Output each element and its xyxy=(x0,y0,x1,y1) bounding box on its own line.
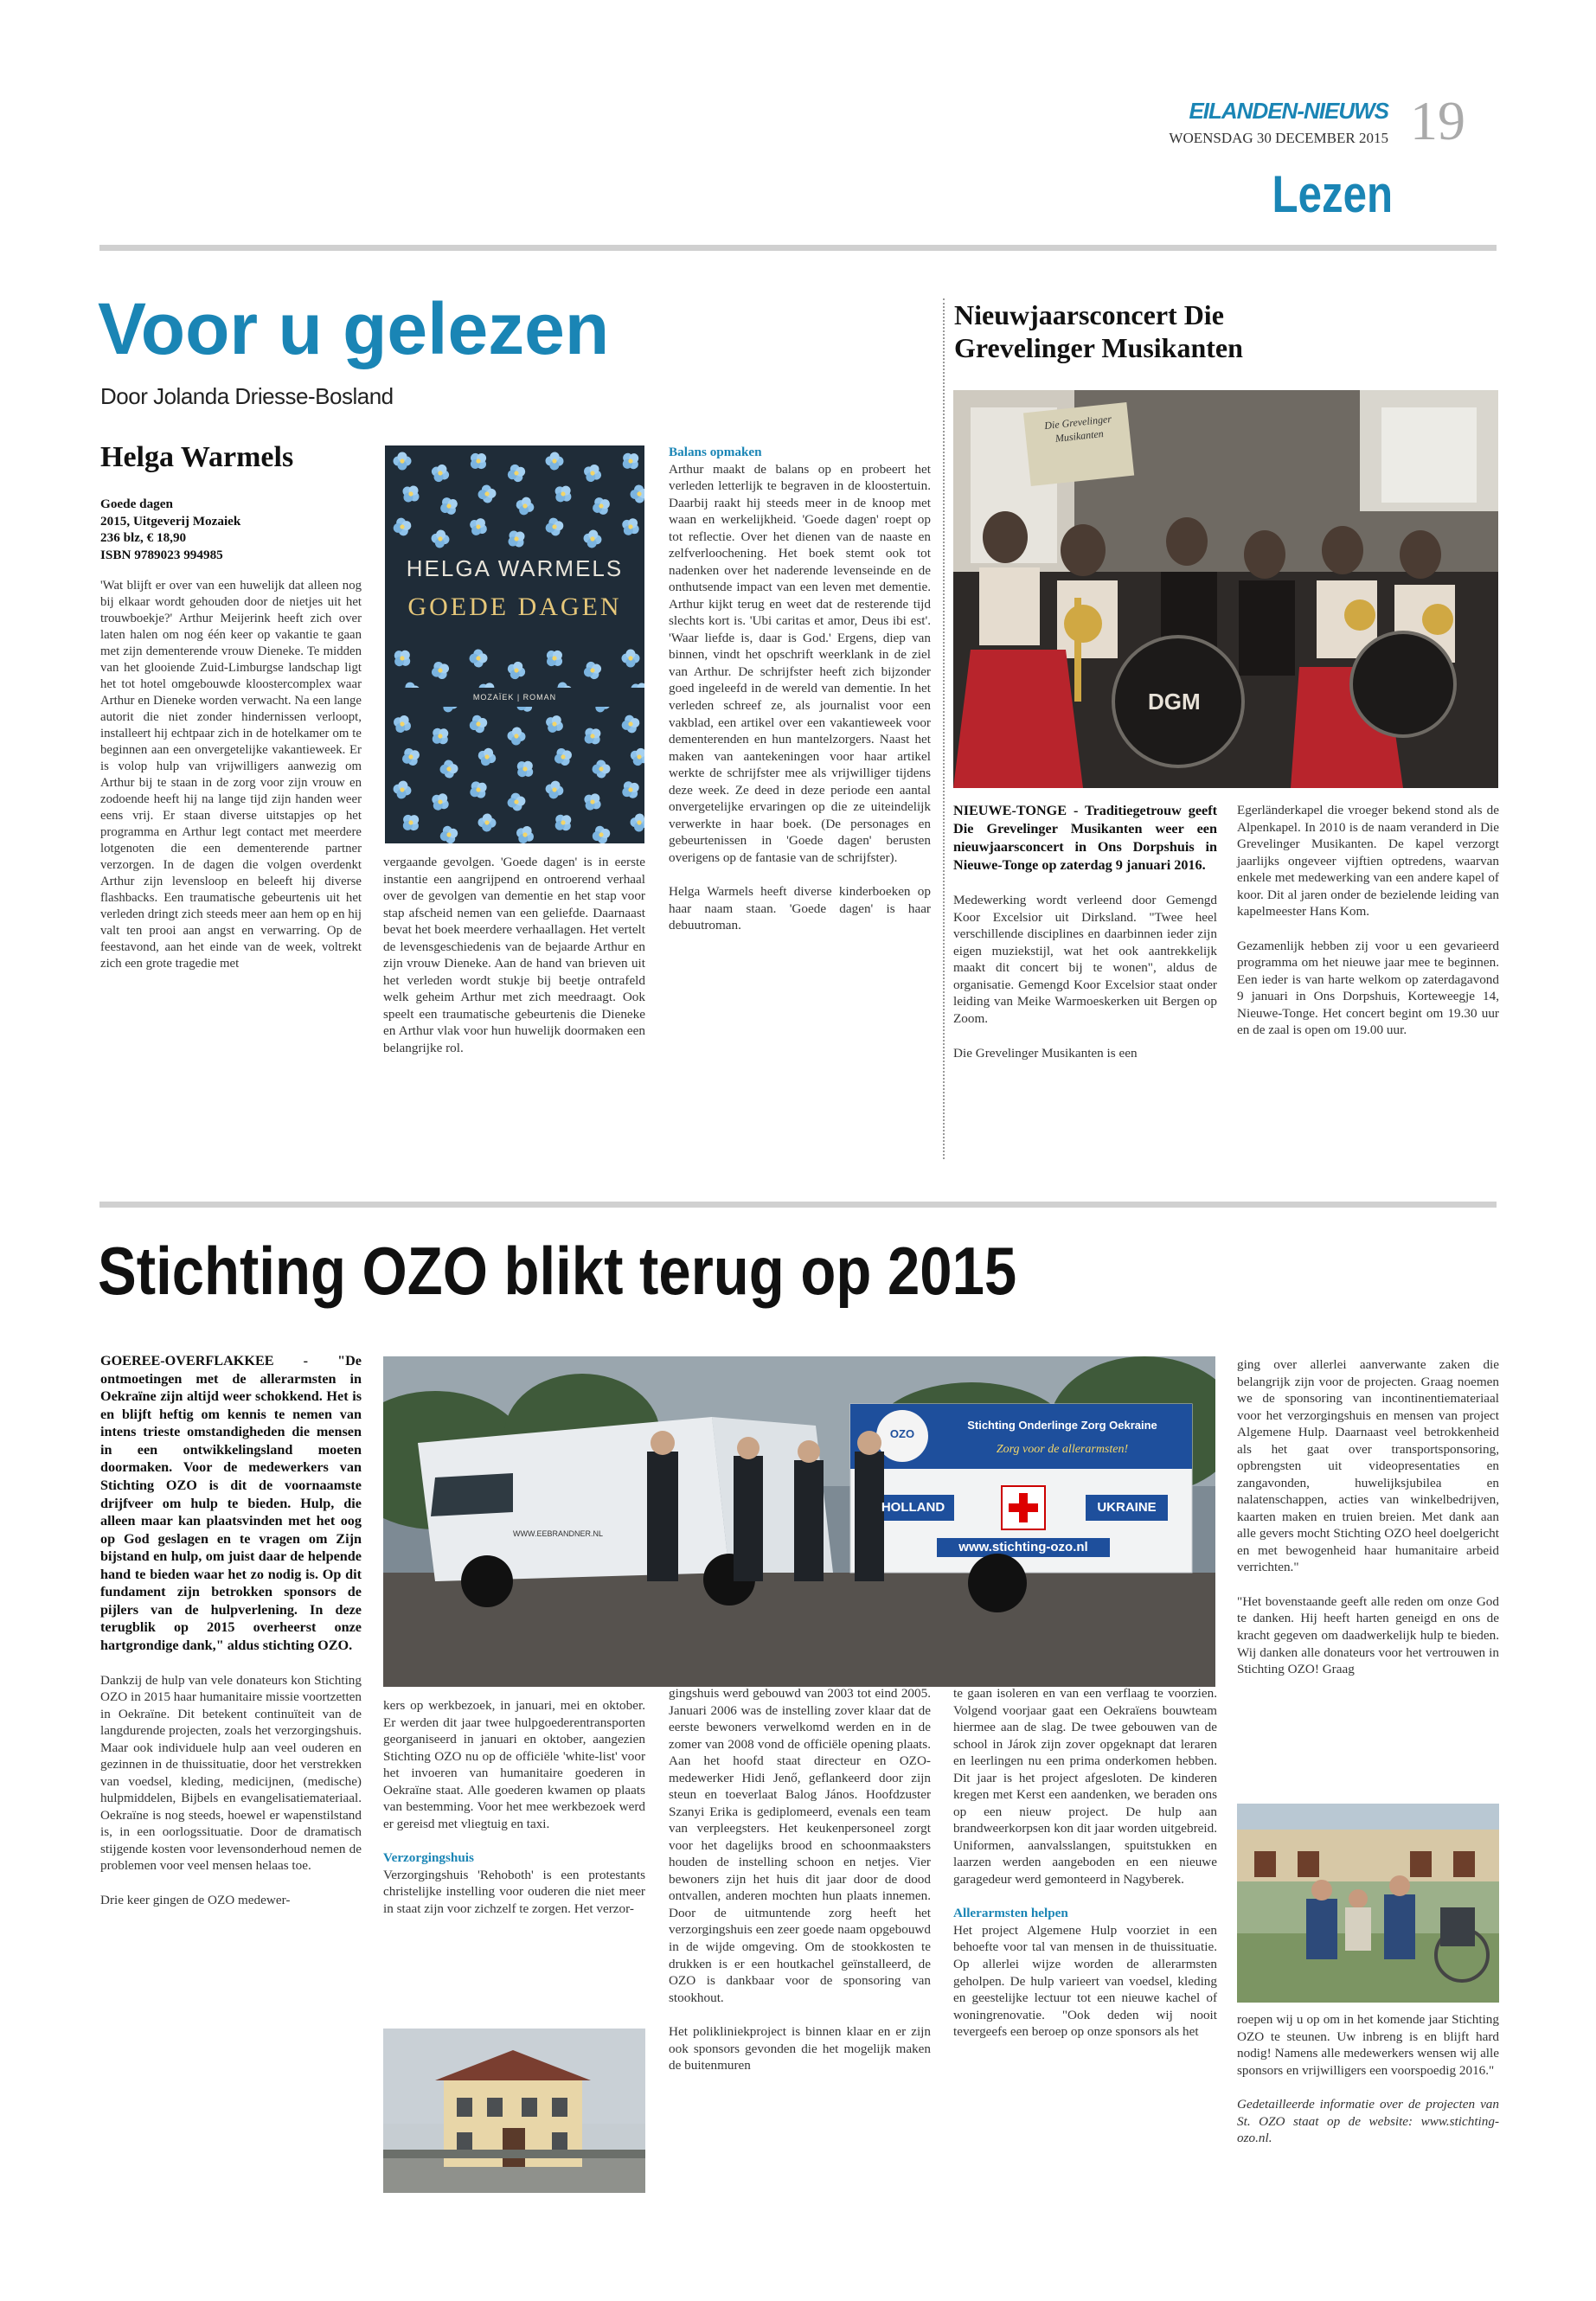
drum-label: DGM xyxy=(1148,689,1201,715)
concert-text-1b: Die Grevelinger Musikanten is een xyxy=(953,1045,1138,1061)
ozo-col4 xyxy=(953,1685,1217,2041)
concert-text-2: Egerländerkapel die vroeger bekend stond als de Alpenkapel. In 2010 is de naam veranderd in Die Grevelinger Musikanten. De kapel verzorgt jaarlijks ongeveer vijftien optredens, waarvan enkele met medewerking van een andere kapel of koor. Dit al jaren onder de bezielende leiding van kapelmeester Hans Kom. xyxy=(1237,803,1499,920)
flower-icon xyxy=(551,745,575,769)
ozo-text-4b: Het project Algemene Hulp voorziet in een behoefte voor tal van mensen in de thuissituatie. Op allerlei wijze worden de allerarmsten geholpen. De hulp varieert van voedsel, kleding en geestelijke lectuur tot een nieuwe kachel of woningrenovatie. "Ook deden wij nooit tevergeefs een beroep op onze sponsors als het xyxy=(953,1922,1217,2040)
book-text-2: vergaande gevolgen. 'Goede dagen' is in eerste instantie een aangrijpend en ontroerend verhaal over de gevolgen van dementie en het stap voor stap afscheid nemen van een geliefde. Daarnaast bevat het boek meerdere verhaallagen. Het vertelt de levensgeschiedenis van de bejaarde Arthur en zijn vrouw Dieneke. Aan de hand van brieven uit het verleden wordt stukje bij beetje ontrafeld welk geheim Arthur met zich meedraagt. Ook speelt een traumatische gebeurtenis die Dieneke en Arthur vlak voor hun huwelijk doormaken een belangrijke rol. xyxy=(383,855,645,1055)
flower-icon xyxy=(582,529,603,549)
ozo-text-2: kers op werkbezoek, in januari, mei en oktober. Er werden dit jaar twee hulpgoederentransporten georganiseerd in januari en oktober, aangezien Stichting OZO nu op de officiële 'white-list' voor het invoeren van humanitaire goederen in Oekraïne staat. Alle goederen kwamen op plaats van bestemming. Voor het mee werkbezoek werd er gereisd met vliegtuig en taxi. xyxy=(383,1698,645,1831)
flower-icon xyxy=(465,777,490,802)
ozo-text-1b: Drie keer gingen de OZO medewer- xyxy=(100,1892,291,1907)
flower-icon xyxy=(590,824,612,843)
flower-icon xyxy=(428,461,452,485)
flower-icon xyxy=(627,745,644,768)
flower-icon xyxy=(438,824,461,843)
ozo-sub-verzorgingshuis: Verzorgingshuis xyxy=(383,1850,474,1866)
ozo-sub-allerarmsten: Allerarmsten helpen xyxy=(953,1906,1068,1921)
flower-icon xyxy=(543,516,565,537)
flower-icon xyxy=(513,823,537,843)
van-holland: HOLLAND xyxy=(881,1500,945,1515)
flower-icon xyxy=(630,484,644,504)
flower-icon xyxy=(550,810,576,836)
van-url: www.stichting-ozo.nl xyxy=(958,1540,1088,1554)
flower-icon xyxy=(630,813,644,833)
flower-icon xyxy=(466,515,491,540)
van-slogan: Zorg voor de allerarmsten! xyxy=(996,1443,1129,1456)
house-scene xyxy=(383,2029,645,2193)
flower-icon xyxy=(503,526,529,551)
flower-icon xyxy=(619,515,644,540)
elderly-scene xyxy=(1237,1804,1499,2003)
van-logo: OZO xyxy=(889,1427,915,1440)
house-photo xyxy=(383,2029,645,2193)
book-text-3b: Helga Warmels heeft diverse kinderboeken op haar naam staan. 'Goede dagen' is haar debuutroman. xyxy=(669,884,931,933)
bus-url: WWW.EEBRANDNER.NL xyxy=(513,1529,604,1538)
ozo-text-2b: Verzorgingshuis 'Rehoboth' is een protestants christelijke instelling voor ouderen die niet meer in staat zijn voor zichzelf te zorgen. Het verzor- xyxy=(383,1867,645,1916)
concert-text-1: Medewerking wordt verleend door Gemengd Koor Excelsior uit Dirksland. "Twee heel verschillende disciplines en daarbinnen ieder zijn eigen muziekstijl, wat het ook aantrekkelijk maakt dit concert bij te wonen", aldus de organisatie. Gemengd Koor Excelsior staat onder leiding van Meike Warmoeskerken uit Bergen op Zoom. xyxy=(953,893,1217,1026)
ozo-text-3: gingshuis werd gebouwd van 2003 tot eind 2005. Januari 2006 was de instelling zover klaar dat de eerste bewoners verwelkomd werden en in de zomer van 2008 vond de officiële opening plaats. Aan het hoofd staat directeur en OZO-medewerker Hidi Jenő, geflankeerd door zijn steun en toeverlaat Balog János. Hoofdzuster Szanyi Erika is gediplomeerd, evenals een team van verpleegsters. Het keukenpersoneel zorgt voor het dagelijks brood en schoonmaaksters houden de instelling schoon en netjes. Vier bewoners zijn het huis dit jaar door de dood ontvallen, anderen mochten hun plaats innemen. Door de uitmuntende zorg heeft het verzorgingshuis een zeer goede naam opgebouwd in de wijde omgeving. Om de stookkosten te drukken is er een houtkachel geïnstalleerd, de OZO is dankbaar voor de sponsoring van stookhout. xyxy=(669,1686,931,2005)
flower-icon xyxy=(437,494,462,519)
book-byline: Door Jolanda Driesse-Bosland xyxy=(100,383,394,409)
flower-icon xyxy=(428,658,452,683)
flower-icon xyxy=(580,723,606,749)
flower-icon xyxy=(476,746,499,769)
flower-icon xyxy=(504,461,528,484)
book-pages: 236 blz, € 18,90 xyxy=(100,530,187,546)
flower-icon xyxy=(580,789,605,814)
ozo-col2 xyxy=(383,1697,645,1917)
ozo-text-5c: roepen wij u op om in het komende jaar Stichting OZO te steunen. Uw inbreng is en blijft hard nodig! Namens alle medewerkers wensen wij alle sponsors en vrijwilligers een voorspoedig 2016." xyxy=(1237,2012,1499,2078)
flower-icon xyxy=(427,789,452,814)
column-divider xyxy=(943,298,945,1159)
book-isbn: ISBN 9789023 994985 xyxy=(100,547,223,562)
van-photo xyxy=(383,1356,1215,1687)
flower-icon xyxy=(512,756,538,782)
book-author: Helga Warmels xyxy=(100,441,294,473)
ozo-text-4: te gaan isoleren en van een verflaag te voorzien. Volgend voorjaar gaat een Oekraïens bouwteam hiermee aan de slag. De twee gebouwen van de school in Járok zijn zover opgeknapt dat leraren en leerlingen nu een prima onderkomen hebben. Dit jaar is het project afgesloten. De kinderen kregen met Kerst een aandenken, we beraden ons op een nieuw project. De hulp aan brandweerkorpsen kon dit jaar worden uitgebreid. Uniformen, aanvalsslangen, spuitstukken en laarzen werden aangeboden en een nieuwe garagedeur werd gemonteerd in Nagyberek. xyxy=(953,1686,1217,1887)
book-col2 xyxy=(383,854,645,1056)
elderly-photo xyxy=(1237,1804,1499,2003)
flower-icon xyxy=(542,712,567,736)
flower-icon xyxy=(542,645,567,671)
flower-icon xyxy=(478,813,497,832)
flower-icon xyxy=(507,727,527,747)
flower-icon xyxy=(469,649,488,668)
masthead-paper: EILANDEN-NIEUWS xyxy=(1189,98,1388,124)
ozo-lead-text: "De ontmoetingen met de allerarmsten in Oekraïne zijn altijd weer schokkend. Het is en blijft heftig om kennis te nemen van intens trieste omstandigheden die mensen in een ontwikkelingsland moeten doormaken. Voor de medewerkers van Stichting OZO is dit de voornaamste drijfveer om hulp te bieden. Hulp, die alleen maar kan plaatsvinden met het oog op God geslagen en te vragen om Zijn bijstand en hulp, om juist daar de helpende hand te bieden waar het zo nodig is. Op dit fundament zijn betrokken sponsors de pijlers van de hulpverlening. In deze terugblik op 2015 overheerst onze hartgrondige dank," aldus stichting OZO. xyxy=(100,1353,362,1653)
flower-icon xyxy=(398,481,423,506)
ozo-lead xyxy=(100,1352,362,1655)
flower-icon xyxy=(580,461,605,485)
flower-icon xyxy=(394,452,412,471)
ozo-text-3b: Het polikliniekproject is binnen klaar en er zijn ook sponsors gevonden die het mogelijk maken de buitenmuren xyxy=(669,2024,931,2073)
flower-icon xyxy=(589,494,613,518)
ozo-text-5b: "Het bovenstaande geeft alle reden om onze God te danken. Hij heeft harten geneigd en ons de kracht gegeven om daadwerkelijk hulp te bieden. Wij danken alle donateurs voor het vertrouwen in Stichting OZO! Graag xyxy=(1237,1593,1499,1677)
flower-icon xyxy=(390,712,414,736)
cover-publisher: MOZAÏEK | ROMAN xyxy=(385,688,644,707)
book-pub: 2015, Uitgeverij Mozaiek xyxy=(100,513,241,529)
top-rule xyxy=(99,245,1497,251)
flower-icon xyxy=(550,481,576,507)
ozo-col3 xyxy=(669,1685,931,2074)
van-banner: Stichting Onderlinge Zorg Oekraine xyxy=(967,1419,1157,1432)
concert-col1 xyxy=(953,802,1217,1061)
flower-icon xyxy=(427,723,453,749)
cover-author: HELGA WARMELS xyxy=(406,555,624,581)
van-scene xyxy=(383,1356,1215,1687)
flower-icon xyxy=(544,779,566,801)
concert-text-2b: Gezamenlijk hebben zij voor u een gevarieerd programma om het nieuwe jaar mee te beginnen. Een ieder is van harte welkom op zaterdagavond 9 januari in Ons Dorpshuis, Korteweegje 14, Nieuwe-Tonge. Het concert begint om 19.30 uur en de zaal is open om 19.00 uur. xyxy=(1237,938,1499,1038)
flower-icon xyxy=(580,658,605,683)
book-subheading: Balans opmaken xyxy=(669,445,762,459)
flower-icon xyxy=(430,529,450,548)
section-title: Lezen xyxy=(1272,165,1393,223)
flower-icon xyxy=(467,713,490,735)
flower-icon xyxy=(619,778,644,803)
book-title: Goede dagen xyxy=(100,497,173,512)
flower-icon xyxy=(504,658,528,682)
flower-icon xyxy=(477,484,497,503)
flower-icon xyxy=(619,713,642,735)
concert-lead xyxy=(953,802,1217,875)
van-ukraine: UKRAINE xyxy=(1097,1500,1157,1515)
book-text-1: 'Wat blijft er over van een huwelijk dat alleen nog bij elkaar wordt gehouden door de nietjes uit het trouwboekje?' Arthur Meijerink heeft zich over laten halen om nog één keer op vakantie te gaan met zijn dementerende vrouw Dieneke. Te midden van het glooiende Zuid-Limburgse landschap ligt het tot hotel omgebouwde kloostercomplex waar Arthur en Dieneke worden verwacht. Na een lange autorit die niet zonder hindernissen verloopt, installeert hij echtpaar zich in de hotelkamer om te beginnen aan een onvergetelijke vakantieweek. Er is volop hulp van vrijwilligers aanwezig om Arthur bij te staan in de zorg voor zijn vrouw en zodoende heeft hij na lange tijd zijn handen weer eens vrij. Er staan diverse uitstapjes op het programma en Arthur legt contact met meerdere lotgenoten die een dementerende partner verzorgen. In de dagen die volgen overdenkt Arthur zijn levensloop en beleeft hij diverse flashbacks. Een traumatische gebeurtenis uit het verleden dringt zich steeds meer aan hem op en hij valt ten prooi aan angst en verwarring. Op de feestavond, aan het einde van de week, voltrekt zich een grote tragedie met xyxy=(100,578,362,971)
concert-headline: Nieuwjaarsconcert Die Grevelinger Musikanten xyxy=(954,299,1243,364)
ozo-headline: Stichting OZO blikt terug op 2015 xyxy=(98,1233,1017,1309)
band-scene xyxy=(953,390,1498,788)
ozo-text-5d: Gedetailleerde informatie over de projecten van St. OZO staat op de website: www.stichting-ozo.nl. xyxy=(1237,2097,1499,2146)
flower-icon xyxy=(545,452,564,471)
flower-icon xyxy=(439,760,458,779)
ozo-text-1: Dankzij de hulp van vele donateurs kon Stichting OZO in 2015 haar humanitaire missie voortzetten in Oekraïne. Dit betekent continuïteit van de langdurende projecten, zoals het verzorgingshuis. Maar ook individuele hulp aan veel ouderen en gezinnen in de thuissituatie, door het verstrekken van voedsel, kleding, medicijnen, (medische) hulpmiddelen, Bijbels en evangelisatiemateriaal. Oekraïne is nog steeds, hoewel er wapenstilstand is, in een oorlogssituatie. Door de dramatisch stijgende kosten voor levensonderhoud nemen de problemen voor veel mensen helaas toe. xyxy=(100,1672,362,1874)
flower-icon xyxy=(514,495,536,517)
flower-icon xyxy=(592,760,611,779)
concert-lead-place: NIEUWE-TONGE - xyxy=(953,803,1079,818)
flower-icon xyxy=(389,645,415,671)
ozo-text-5: ging over allerlei aanverwante zaken die belangrijk zijn voor de projecten. Graag noemen we de sponsoring van incontinentiemateriaal voor het verzorgingshuis en mensen van project Algemene Hulp. Daarnaast veel betrokkenheid als het gaat over transportsponsoring, opbrengsten uit videopresentaties en zangavonden, huwelijksjubilea en nalatenschappen, acties van winkelbedrijven, kaarten maken en truien breien. Met dank aan alle gevers mocht Stichting OZO heel doelgericht en met bewogenheid haar humanitaire arbeid verrichten." xyxy=(1237,1357,1499,1575)
flower-icon xyxy=(391,516,413,538)
flower-icon xyxy=(622,650,640,668)
ozo-lead-place: GOEREE-OVERFLAKKEE - xyxy=(100,1353,309,1368)
flower-icon xyxy=(399,745,423,769)
ozo-col5-bottom xyxy=(1237,2011,1499,2147)
concert-col2 xyxy=(1237,802,1499,1039)
masthead-date: WOENSDAG 30 DECEMBER 2015 xyxy=(1169,130,1388,146)
flower-icon xyxy=(465,448,491,474)
flower-icon xyxy=(398,810,424,836)
book-text-3: Arthur maakt de balans op en probeert het verleden letterlijk te begraven in de kloostertuin. Daarbij raakt hij steeds meer in de knoop met waan en werkelijkheid. 'Goede dagen' roept op tot reflectie. Over het dienen van de naaste en zelfverloochening. Het boek stemt ook tot nadenken over het naderende levenseinde en de onthutsende impact van een leven met dementie. Arthur kijkt terug en weet dat de resterende tijd slechts kort is. 'Ubi caritas et amor, Deus ibi est'. 'Waar liefde is, daar is God.' Ergens, diep van binnen, vindt het opschrift weerklank in de ziel van Arthur. De schrijfster heeft zich bijzonder goed ingeleefd in de wereld van dementie. In het verleden schreef ze, als journalist voor een vakblad, een artikel over een vakantieweek voor dementerenden en hun mantelzorgers. Naast het maken van aantekeningen voor haar artikel werkte de schrijfster mee als vrijwilliger tijdens deze week. Ze deed in deze periode een aantal onvergetelijke ervaringen op die ze uiteindelijk verwerkte in haar boek. (De personages en gebeurtenissen in 'Goede dagen' berusten overigens op de fantasie van de schrijfster). xyxy=(669,461,931,865)
flower-icon xyxy=(506,792,528,813)
book-col1 xyxy=(100,441,362,972)
concert-lead-text: Traditiegetrouw geeft Die Grevelinger Musikanten weer een nieuwjaarsconcert in Ons Dorpshuis in Nieuwe-Tonge op zaterdag 9 januari 2016. xyxy=(953,803,1217,874)
ozo-col5 xyxy=(1237,1356,1499,1678)
cover-title: GOEDE DAGEN xyxy=(407,593,622,621)
page-number: 19 xyxy=(1410,90,1465,151)
concert-banner: Die Grevelinger Musikanten xyxy=(1043,413,1112,445)
mid-rule xyxy=(99,1202,1497,1208)
book-col3 xyxy=(669,444,931,934)
flower-icon xyxy=(392,779,413,800)
flower-icon xyxy=(618,448,644,474)
ozo-col1 xyxy=(100,1352,362,1908)
book-headline: Voor u gelezen xyxy=(98,288,610,369)
book-cover xyxy=(385,445,644,843)
concert-photo xyxy=(953,390,1498,788)
